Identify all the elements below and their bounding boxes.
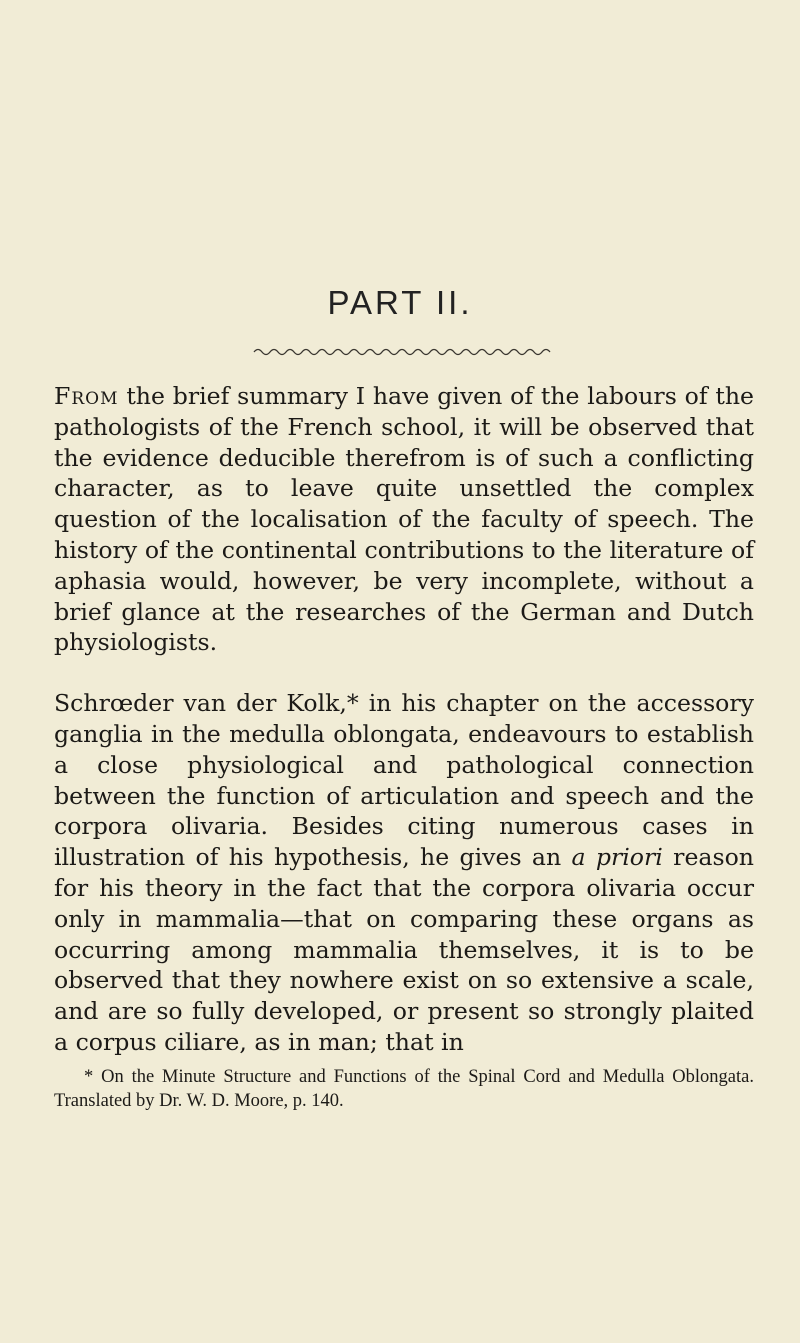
- main-text: [54, 381, 754, 1058]
- part-heading: PART II.: [327, 284, 473, 321]
- paragraph-2-part-1: Schrœder van der Kolk,* in his chapter on the accessory ganglia in the medulla oblongata, endeavours to establish a close physiological and pathological connection between the function of articulation and speech and the corpora olivaria. Besides citing numerous cases in illustration of his hypothesis, he gives an: [54, 689, 754, 872]
- paragraph-1: [54, 381, 754, 658]
- footnote-text: * On the Minute Structure and Functions of the Spinal Cord and Medulla Oblongata. Translated by Dr. W. D. Moore, p. 140.: [54, 1067, 754, 1111]
- paragraph-2: [54, 688, 754, 1058]
- paragraph-2-part-2: reason for his theory in the fact that the corpora olivaria occur only in mammalia—that on comparing these organs as occurring among mammalia themselves, it is to be observed that they nowhere exist on so extensive a scale, and are so fully developed, or present so strongly plaited a corpus ciliare, as in man; that in: [54, 843, 754, 1056]
- paragraph-1-text: the brief summary I have given of the labours of the pathologists of the French school, it will be observed that the evidence deducible therefrom is of such a conflicting character, as to leave quite unsettled the complex question of the localisation of the faculty of speech. The history of the continental contributions to the literature of aphasia would, however, be very incomplete, without a brief glance at the researches of the German and Dutch physiologists.: [54, 382, 754, 657]
- footnote: [54, 1065, 754, 1113]
- lead-word: From: [54, 382, 119, 410]
- italic-phrase: a priori: [571, 843, 663, 872]
- ornamental-divider: [252, 344, 552, 358]
